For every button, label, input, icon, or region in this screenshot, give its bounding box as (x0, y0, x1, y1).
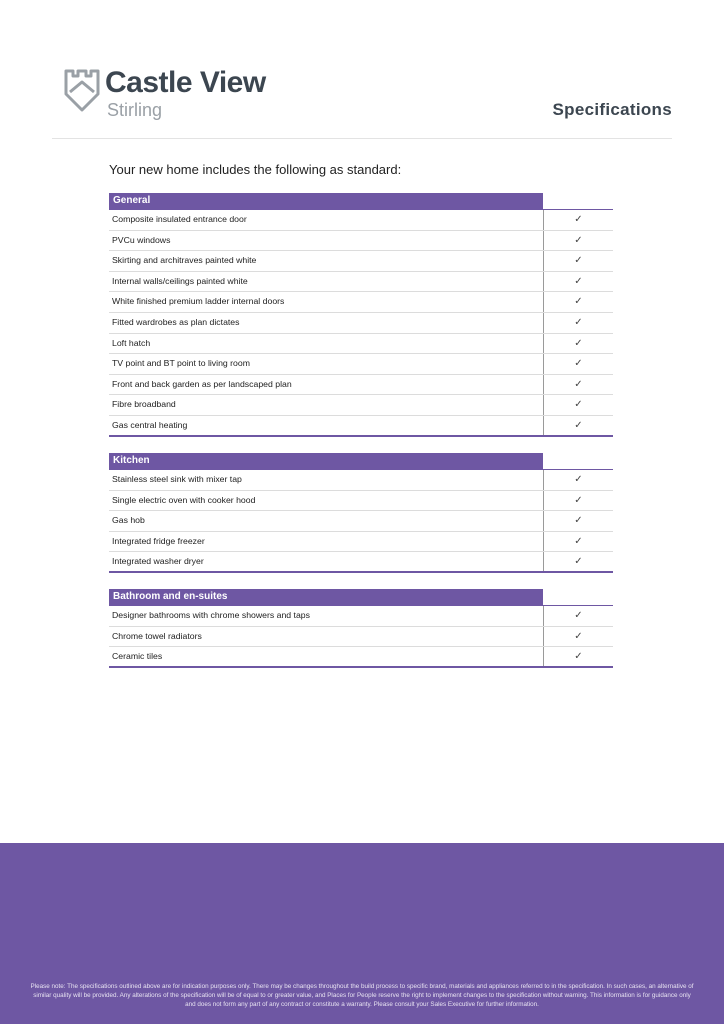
footer-band (0, 843, 724, 1024)
check-icon: ✓ (543, 334, 613, 354)
spec-item: Stainless steel sink with mixer tap (112, 474, 242, 484)
spec-row (109, 606, 613, 627)
spec-row (109, 272, 613, 293)
spec-row (109, 292, 613, 313)
check-icon: ✓ (543, 532, 613, 552)
check-icon: ✓ (543, 647, 613, 666)
spec-item: Front and back garden as per landscaped plan (112, 378, 292, 389)
spec-item: Gas central heating (112, 419, 188, 430)
section-header (109, 453, 613, 469)
spec-row (109, 511, 613, 532)
spec-row (109, 552, 613, 573)
check-icon: ✓ (543, 416, 613, 435)
check-icon: ✓ (543, 606, 613, 626)
check-icon: ✓ (543, 292, 613, 312)
spec-item: Skirting and architraves painted white (112, 255, 257, 266)
spec-item: White finished premium ladder internal doors (112, 296, 285, 307)
section-header (109, 193, 613, 209)
check-icon: ✓ (543, 210, 613, 230)
check-icon: ✓ (543, 511, 613, 531)
spec-row (109, 395, 613, 416)
brand-name: Castle View (105, 66, 266, 99)
spec-item: Fitted wardrobes as plan dictates (112, 316, 240, 327)
spec-item: PVCu windows (112, 234, 171, 245)
spec-row (109, 532, 613, 553)
spec-row (109, 251, 613, 272)
header-divider (52, 138, 672, 139)
spec-item: Internal walls/ceilings painted white (112, 275, 248, 286)
page-title: Specifications (552, 100, 672, 119)
check-icon: ✓ (543, 251, 613, 271)
check-icon: ✓ (543, 491, 613, 511)
spec-section-kitchen (109, 453, 613, 573)
spec-item: Single electric oven with cooker hood (112, 494, 256, 505)
disclaimer-note: Please note: The specifications outlined above are for indication purposes only. There may be changes throughout the build process to specific brand, materials and appliances referred to in the specification. In such cases, an alternative of similar quality will be provided. Any alterations of the specification will be of equal to or greater value, and Places for People reserve the right to implement changes to the specification without warning. This information is for guidance only and does not form any part of any contract or constitute a warranty. Please consult your Sales Executive for further information. (30, 983, 694, 1008)
intro-text: Your new home includes the following as standard: (109, 162, 402, 177)
spec-row (109, 647, 613, 668)
spec-row (109, 416, 613, 437)
check-icon: ✓ (543, 354, 613, 374)
spec-row (109, 491, 613, 512)
spec-row (109, 334, 613, 355)
spec-item: Chrome towel radiators (112, 630, 202, 641)
spec-row (109, 231, 613, 252)
check-icon: ✓ (543, 470, 613, 490)
check-icon: ✓ (543, 313, 613, 333)
spec-section-general (109, 193, 613, 437)
spec-row (109, 627, 613, 648)
check-icon: ✓ (543, 231, 613, 251)
spec-item: Composite insulated entrance door (112, 214, 247, 224)
spec-row (109, 210, 613, 231)
spec-item: Loft hatch (112, 337, 151, 348)
spec-item: Gas hob (112, 515, 145, 526)
spec-row (109, 470, 613, 491)
castle-icon (64, 68, 100, 112)
section-title: Kitchen (109, 453, 543, 469)
check-icon: ✓ (543, 552, 613, 571)
brand-location: Stirling (107, 100, 163, 120)
brand-logo (64, 66, 294, 126)
check-icon: ✓ (543, 395, 613, 415)
check-icon: ✓ (543, 627, 613, 647)
spec-item: Integrated washer dryer (112, 556, 204, 567)
spec-row (109, 313, 613, 334)
spec-section-bathroom (109, 589, 613, 668)
spec-row (109, 375, 613, 396)
spec-item: Designer bathrooms with chrome showers and taps (112, 610, 310, 620)
spec-row (109, 354, 613, 375)
section-title: Bathroom and en-suites (109, 589, 543, 605)
spec-item: TV point and BT point to living room (112, 358, 250, 369)
spec-item: Fibre broadband (112, 399, 176, 410)
spec-item: Ceramic tiles (112, 651, 163, 662)
spec-item: Integrated fridge freezer (112, 535, 205, 546)
check-icon: ✓ (543, 375, 613, 395)
section-title: General (109, 193, 543, 209)
section-header (109, 589, 613, 605)
check-icon: ✓ (543, 272, 613, 292)
